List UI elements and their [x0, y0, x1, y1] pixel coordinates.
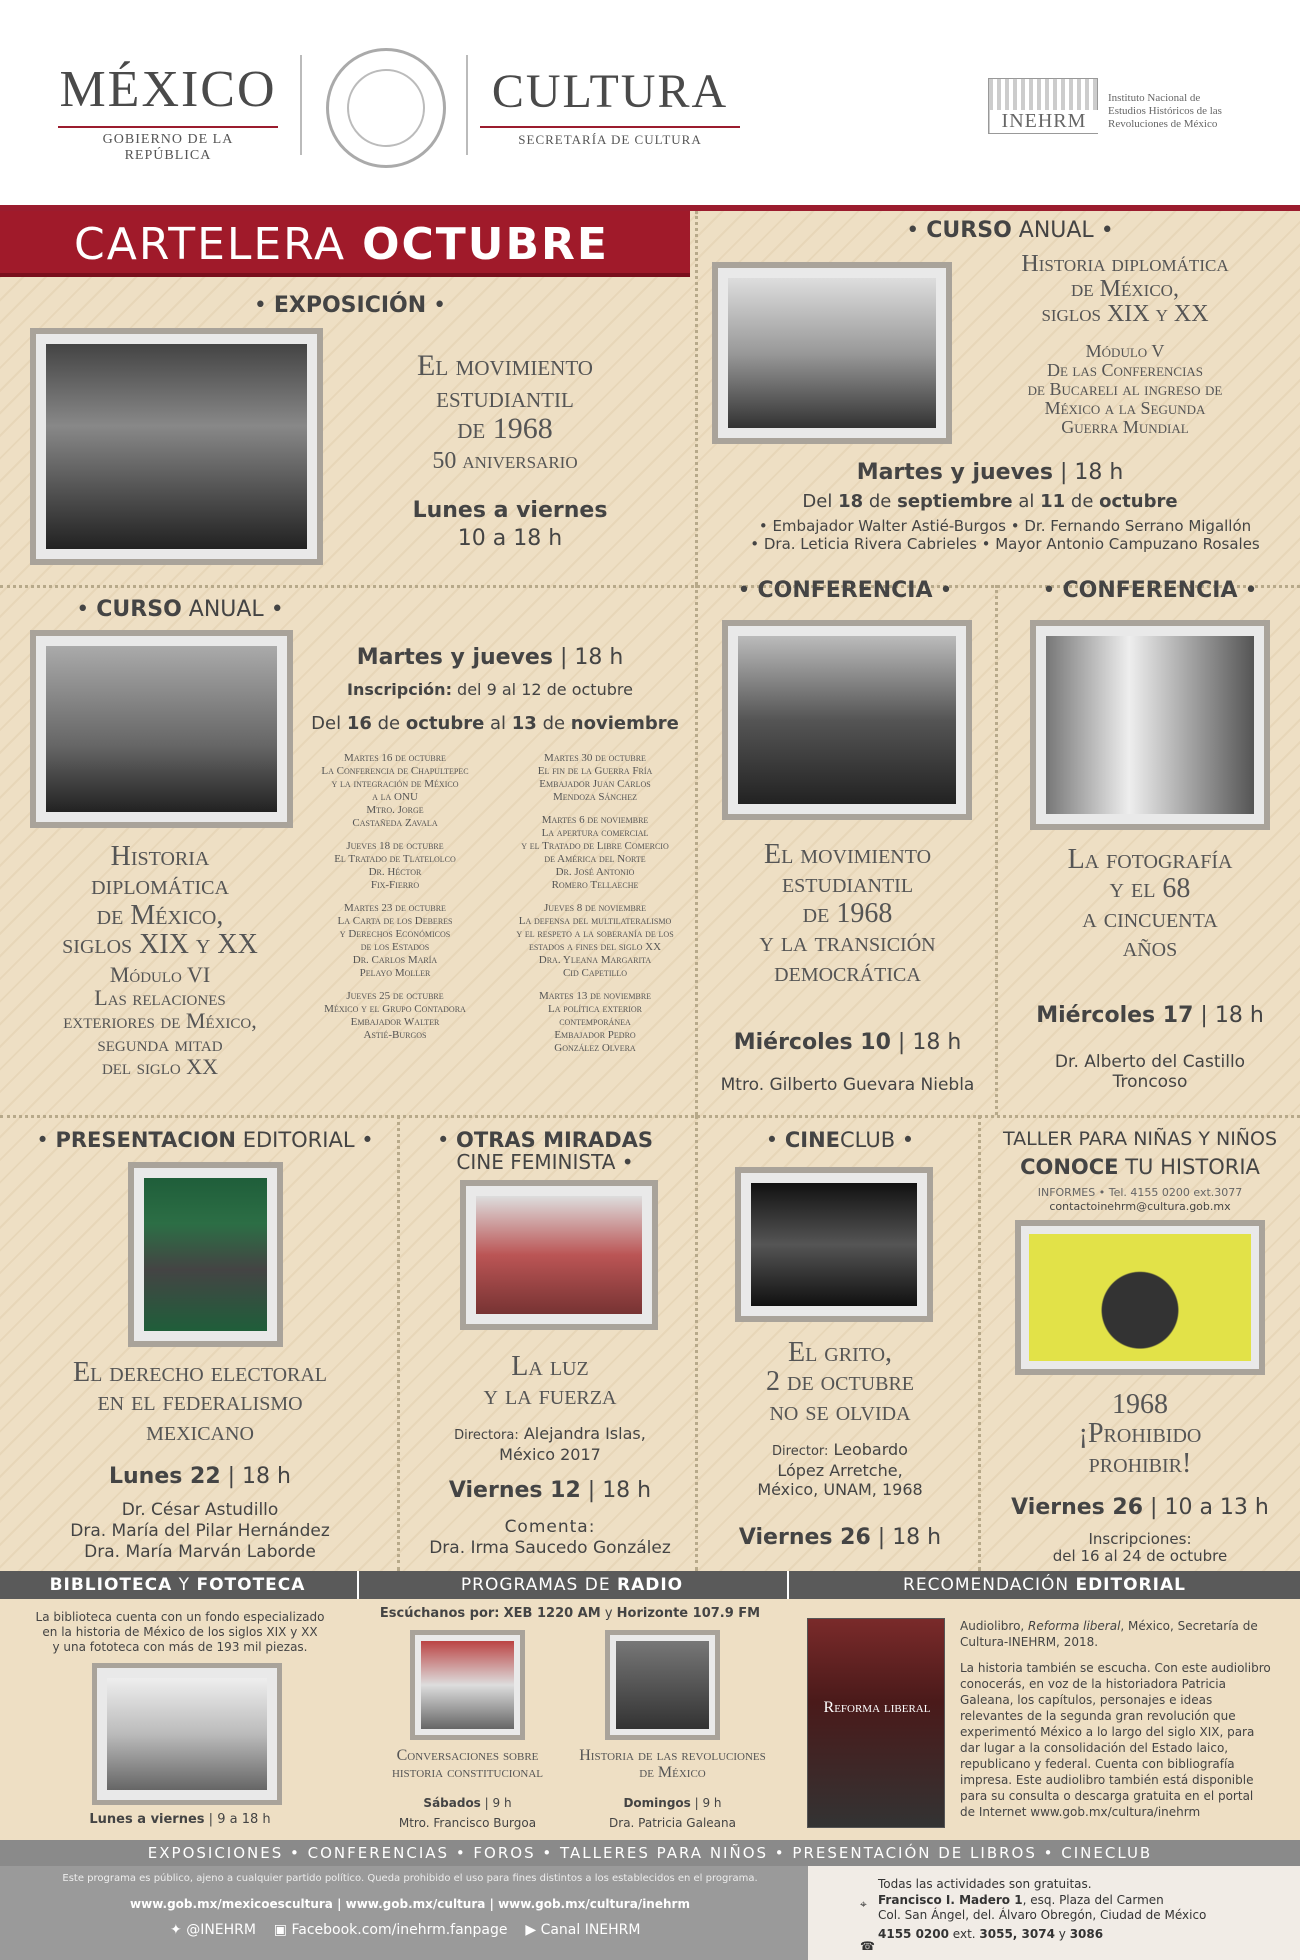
otras-subheading: CINE FEMINISTA • — [456, 1150, 634, 1174]
radio-program-2-schedule: Domingos | 9 h — [623, 1796, 722, 1810]
gobierno-label: GOBIERNO DE LA REPÚBLICA — [58, 126, 278, 164]
radio-program-1-host: Mtro. Francisco Burgoa — [398, 1816, 537, 1830]
otras-comenta-label: Comenta: — [504, 1517, 596, 1537]
divider — [397, 1115, 400, 1571]
otras-heading: • OTRAS MIRADAS — [436, 1128, 654, 1152]
otras-title: La luz y la fuerza — [483, 1351, 617, 1412]
session-item: Martes 23 de octubre La Carta de los Deberes y Derechos Económicos de los Estados Dr. Carlos María Pelayo Moller — [337, 902, 453, 979]
session-item: Jueves 18 de octubre El Tratado de Tlatelolco Dr. Héctor Fix-Fierro — [334, 840, 456, 891]
youtube-icon: ▶ — [525, 1922, 537, 1938]
divider — [995, 585, 998, 1115]
curso2-module: Módulo VI Las relaciones exteriores de México, segunda mitad del siglo XX — [63, 962, 257, 1080]
facebook-link[interactable]: Facebook.com/inehrm.fanpage — [291, 1922, 508, 1938]
radio-tab: PROGRAMAS DE RADIO — [357, 1571, 785, 1599]
exposicion-heading: • EXPOSICIÓN • — [253, 293, 447, 318]
cineclub-heading: • CINECLUB • — [765, 1128, 915, 1152]
facebook-icon: ▣ — [273, 1922, 288, 1938]
footer-contact: Todas las actividades son gratuitas. ⌖ Francisco I. Madero 1, esq. Plaza del Carmen Col. San Ángel, del. Álvaro Obregón, Ciudad de México ☎ 4155 0200 ext. 3055, 3074 y 3086 — [860, 1877, 1207, 1953]
divider — [695, 1115, 698, 1571]
conf2-heading: • CONFERENCIA • — [1042, 578, 1258, 603]
phone-icon: ☎ — [860, 1939, 875, 1953]
biblioteca-photo — [92, 1663, 282, 1805]
curso2-inscription: Inscripción: del 9 al 12 de octubre — [347, 680, 633, 699]
curso2-schedule: Martes y jueves | 18 h — [356, 645, 624, 670]
radio-stations: Escúchanos por: XEB 1220 AM y Horizonte 107.9 FM — [379, 1606, 761, 1621]
session-item: Martes 6 de noviembre La apertura comercial y el Tratado de Libre Comercio de América del Norte Dr. José Antonio Romero Tellaeche — [521, 814, 669, 891]
session-list-left — [305, 752, 485, 1042]
taller-heading: TALLER PARA NIÑAS Y NIÑOS — [1002, 1128, 1278, 1150]
conf2-photo — [1030, 620, 1270, 830]
taller-insc-dates: del 16 al 24 de octubre — [1052, 1547, 1228, 1565]
otras-schedule: Viernes 12 | 18 h — [448, 1478, 652, 1503]
session-item: Jueves 8 de noviembre La defensa del multilateralismo y el respeto a la soberanía de los estados a fines del siglo XX Dra. Yleana Margarita Cid Capetillo — [516, 902, 674, 979]
conf1-title: El movimiento estudiantil de 1968 y la transición democrática — [759, 839, 936, 988]
header — [0, 0, 1300, 205]
taller-insc-label: Inscripciones: — [1088, 1530, 1192, 1548]
recomendacion-text: Audiolibro, Reforma liberal, México, Secretaría de Cultura-INEHRM, 2018. La historia también se escucha. Con este audiolibro conocerás, en voz de la historiadora Patricia Galeana, los capítulos, personajes e ideas relevantes de la segunda gran revolución que experimentó México a lo largo del siglo XIX, para dar lugar a la consolidación del Estado laico, republicano y federal. Cuenta con bibliografía impresa. Este audiolibro también está disponible para su consulta o descarga gratuita en el portal de Internet www.gob.mx/cultura/inehrm — [960, 1619, 1271, 1819]
conf1-schedule: Miércoles 10 | 18 h — [733, 1030, 962, 1055]
otras-photo — [460, 1180, 658, 1330]
twitter-link[interactable]: @INEHRM — [186, 1922, 256, 1938]
curso2-heading: • CURSO ANUAL • — [76, 597, 284, 622]
footer-links[interactable]: www.gob.mx/mexicoescultura | www.gob.mx/cultura | www.gob.mx/cultura/inehrm — [130, 1897, 690, 1911]
biblioteca-text: La biblioteca cuenta con un fondo especializado en la historia de México de los siglos XIX y XX y una fototeca con más de 193 mil piezas. — [35, 1610, 325, 1654]
curso2-photo — [30, 630, 293, 828]
session-item: Martes 30 de octubre El fin de la Guerra Fría Embajador Juan Carlos Mendoza Sánchez — [537, 752, 653, 803]
divider — [978, 1115, 981, 1571]
conf2-schedule: Miércoles 17 | 18 h — [1036, 1003, 1264, 1028]
session-item: Martes 13 de noviembre La política exterior contemporánea Embajador Pedro González Olvera — [538, 990, 652, 1054]
conf1-speaker: Mtro. Gilberto Guevara Niebla — [720, 1075, 975, 1095]
location-pin-icon: ⌖ — [860, 1897, 867, 1911]
cineclub-photo — [735, 1167, 933, 1322]
conf1-photo — [722, 620, 972, 820]
inehrm-full-name: Instituto Nacional de Estudios Históricos de las Revoluciones de México — [1108, 92, 1222, 130]
taller-illustration — [1015, 1220, 1265, 1375]
curso2-title: Historia diplomática de México, siglos XIX y XX — [62, 841, 258, 961]
curso1-people-1: • Embajador Walter Astié-Burgos • Dr. Fernando Serrano Migallón — [758, 517, 1252, 535]
cartelera-banner — [0, 211, 690, 277]
pres-title: El derecho electoral en el federalismo mexicano — [72, 1357, 328, 1447]
radio-program-1: Conversaciones sobre historia constitucional — [391, 1747, 544, 1781]
mexico-logo-title: MÉXICO — [59, 61, 277, 118]
radio-program-2: Historia de las revoluciones de México — [579, 1747, 766, 1781]
curso2-range: Del 16 de octubre al 13 de noviembre — [311, 713, 679, 734]
curso1-schedule: Martes y jueves | 18 h — [856, 460, 1124, 485]
audiobook-cover-title: Reforma liberal — [823, 1699, 931, 1716]
exposicion-title: El movimiento estudiantil de 1968 50 aniversario — [417, 349, 593, 474]
curso1-people-2: • Dra. Leticia Rivera Cabrieles • Mayor Antonio Campuzano Rosales — [750, 535, 1260, 553]
national-seal-icon — [326, 48, 446, 168]
inehrm-logo: INEHRM — [990, 110, 1098, 133]
radio-photo-1 — [410, 1630, 525, 1740]
section-strip — [0, 1571, 1300, 1599]
categories-bar: EXPOSICIONES • CONFERENCIAS • FOROS • TALLERES PARA NIÑOS • PRESENTACIÓN DE LIBROS • CINECLUB — [0, 1840, 1300, 1866]
otras-director: Directora: Alejandra Islas, México 2017 — [454, 1424, 646, 1464]
conf2-title: La fotografía y el 68 a cincuenta años — [1067, 844, 1233, 964]
otras-comentarista: Dra. Irma Saucedo González — [429, 1538, 671, 1558]
session-item: Martes 16 de octubre La Conferencia de Chapultepec y la integración de México a la ONU Mtro. Jorge Castañeda Zavala — [321, 752, 469, 829]
twitter-icon: ✦ — [170, 1922, 182, 1938]
conf1-heading: • CONFERENCIA • — [737, 578, 953, 603]
divider — [695, 585, 698, 1115]
radio-program-1-schedule: Sábados | 9 h — [423, 1796, 512, 1810]
divider — [300, 55, 302, 155]
footer-disclaimer: Este programa es público, ajeno a cualquier partido político. Queda prohibido el uso para fines distintos a los establecidos en el programa. — [62, 1873, 758, 1884]
pres-schedule: Lunes 22 | 18 h — [109, 1464, 291, 1489]
exposicion-hours: 10 a 18 h — [457, 526, 563, 551]
radio-program-2-host: Dra. Patricia Galeana — [609, 1816, 736, 1830]
cineclub-director: Director: Leobardo López Arretche, México, UNAM, 1968 — [757, 1440, 923, 1499]
session-item: Jueves 25 de octubre México y el Grupo Contadora Embajador Walter Astié-Burgos — [324, 990, 466, 1041]
taller-subheading: CONOCE TU HISTORIA — [1020, 1155, 1260, 1179]
curso1-title: Historia diplomática de México, siglos XIX y XX — [1021, 251, 1229, 328]
audiobook-cover — [807, 1618, 945, 1828]
divider — [695, 211, 698, 585]
taller-email: contactoinehrm@cultura.gob.mx — [1049, 1200, 1231, 1213]
curso1-module: Módulo V De las Conferencias de Bucareli al ingreso de México a la Segunda Guerra Mundial — [1027, 341, 1223, 437]
cultura-logo-title: CULTURA — [491, 65, 729, 118]
pres-people: Dr. César Astudillo Dra. María del Pilar Hernández Dra. María Marván Laborde — [70, 1500, 330, 1562]
exposicion-days: Lunes a viernes — [412, 498, 608, 523]
radio-photo-2 — [605, 1630, 720, 1740]
curso1-range: Del 18 de septiembre al 11 de octubre — [802, 491, 1178, 512]
biblioteca-schedule: Lunes a viernes | 9 a 18 h — [89, 1812, 271, 1827]
taller-title: 1968 ¡Prohibido prohibir! — [1078, 1389, 1202, 1479]
cineclub-title: El grito, 2 de octubre no se olvida — [766, 1337, 914, 1427]
divider — [0, 1115, 1300, 1118]
curso1-heading: • CURSO ANUAL • — [906, 218, 1114, 243]
session-list-right — [500, 752, 690, 1055]
biblioteca-tab: BIBLIOTECA Y FOTOTECA — [49, 1575, 306, 1595]
conf2-speaker: Dr. Alberto del Castillo Troncoso — [1054, 1052, 1246, 1092]
exposicion-photo — [30, 328, 323, 565]
youtube-link[interactable]: Canal INEHRM — [540, 1922, 641, 1938]
divider — [466, 55, 468, 155]
taller-informes: INFORMES • Tel. 4155 0200 ext.3077 — [1037, 1186, 1243, 1199]
banner-text: CARTELERA — [74, 219, 363, 270]
pres-book-cover — [128, 1162, 283, 1347]
secretaria-label: SECRETARÍA DE CULTURA — [480, 126, 740, 148]
pres-heading: • PRESENTACION EDITORIAL • — [36, 1128, 374, 1152]
recomendacion-tab: RECOMENDACIÓN EDITORIAL — [787, 1571, 1300, 1599]
taller-schedule: Viernes 26 | 10 a 13 h — [1011, 1495, 1269, 1520]
footer-social — [170, 1922, 790, 1938]
curso1-photo — [712, 262, 952, 444]
banner-month: OCTUBRE — [362, 219, 609, 270]
cineclub-schedule: Viernes 26 | 18 h — [738, 1525, 942, 1550]
